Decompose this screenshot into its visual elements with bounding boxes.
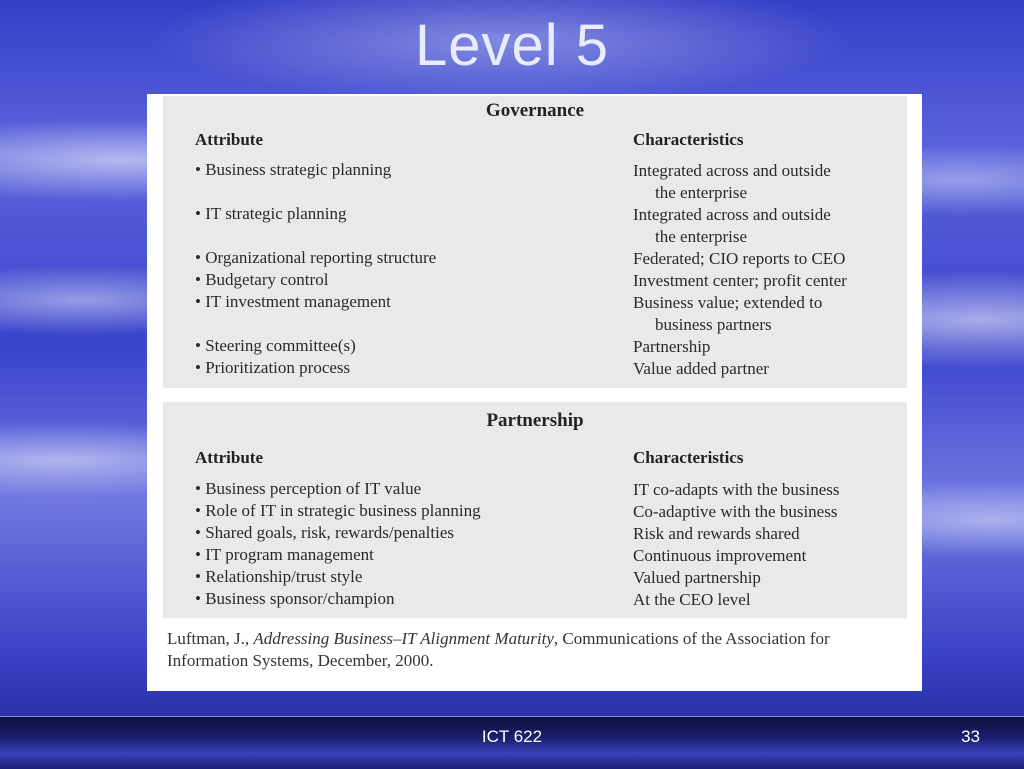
partnership-attribute-header: Attribute (195, 448, 263, 467)
footer-course: ICT 622 (481, 727, 543, 746)
characteristic-cell: Co-adaptive with the business (633, 502, 838, 521)
table-image-panel (147, 94, 922, 691)
characteristic-continuation: business partners (655, 315, 772, 334)
attribute-cell: • Business sponsor/champion (195, 589, 395, 608)
slide-number: 33 (961, 727, 980, 746)
attribute-cell: • Shared goals, risk, rewards/penalties (195, 523, 454, 542)
attribute-cell: • Relationship/trust style (195, 567, 363, 586)
characteristic-cell: Value added partner (633, 359, 769, 378)
governance-heading: Governance (485, 100, 585, 121)
characteristic-cell: Risk and rewards shared (633, 524, 800, 543)
characteristic-cell: Investment center; profit center (633, 271, 847, 290)
characteristic-cell: Valued partnership (633, 568, 761, 587)
characteristic-cell: Continuous improvement (633, 546, 807, 565)
attribute-cell: • IT program management (195, 545, 374, 564)
attribute-cell: • Organizational reporting structure (195, 248, 437, 267)
characteristic-text: Integrated across and outside (633, 161, 831, 180)
characteristic-continuation: the enterprise (655, 227, 748, 246)
characteristic-cell: Partnership (633, 337, 711, 356)
governance-attribute-header: Attribute (195, 130, 263, 149)
citation-author: Luftman, J., (167, 629, 254, 648)
partnership-characteristics-header: Characteristics (633, 448, 744, 467)
governance-section (163, 96, 907, 388)
attribute-cell: • Business strategic planning (195, 160, 392, 179)
characteristic-cell: Federated; CIO reports to CEO (633, 249, 846, 268)
characteristic-text: Business value; extended to (633, 293, 823, 312)
slide-title: Level 5 (414, 13, 610, 78)
characteristic-continuation: the enterprise (655, 183, 748, 202)
attribute-cell: • Prioritization process (195, 358, 351, 377)
characteristic-cell: At the CEO level (633, 590, 751, 609)
attribute-cell: • Business perception of IT value (195, 479, 422, 498)
governance-characteristics-header: Characteristics (633, 130, 744, 149)
partnership-section (163, 402, 907, 618)
attribute-cell: • Steering committee(s) (195, 336, 356, 355)
attribute-cell: • Budgetary control (195, 270, 329, 289)
characteristic-cell (633, 160, 831, 204)
characteristic-cell (633, 292, 822, 336)
attribute-cell: • IT investment management (195, 292, 391, 311)
attribute-cell: • IT strategic planning (195, 204, 347, 223)
attribute-cell: • Role of IT in strategic business planning (195, 501, 481, 520)
characteristic-text: Integrated across and outside (633, 205, 831, 224)
citation-rest: , Communications of the Association for Information Systems, December, 2000. (167, 629, 830, 670)
citation (167, 628, 907, 672)
citation-title: Addressing Business–IT Alignment Maturity (253, 629, 554, 648)
characteristic-cell (633, 204, 831, 248)
characteristic-cell: IT co-adapts with the business (633, 480, 840, 499)
partnership-heading: Partnership (486, 410, 584, 431)
